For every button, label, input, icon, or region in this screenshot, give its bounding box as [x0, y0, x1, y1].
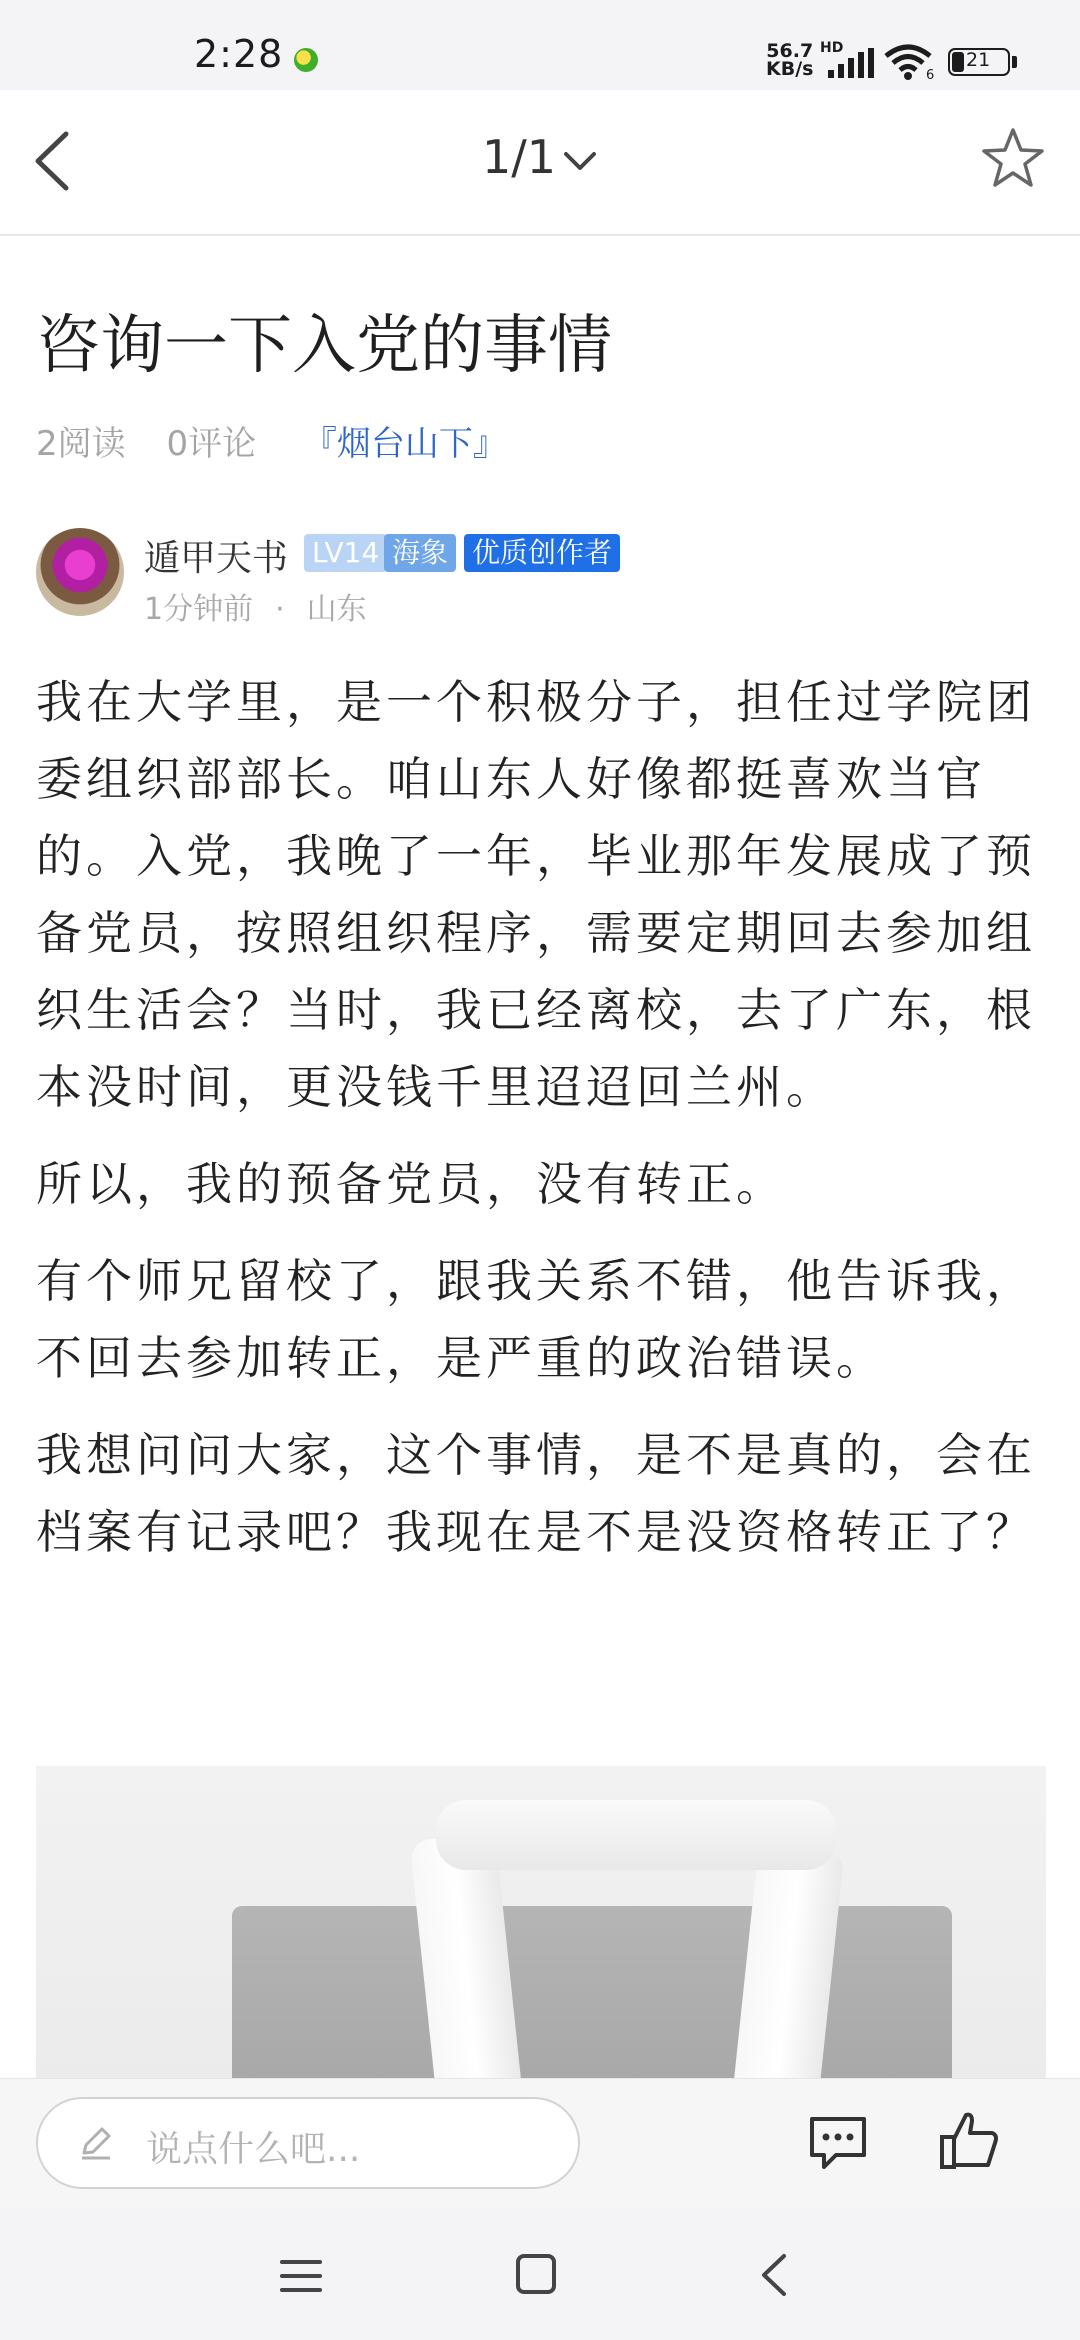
paragraph: 有个师兄留校了，跟我关系不错，他告诉我，不回去参加转正，是严重的政治错误。 — [36, 1254, 1036, 1385]
comment-count: 0评论 — [166, 424, 257, 464]
author-name[interactable]: 遁甲天书 — [144, 538, 289, 579]
home-icon[interactable] — [514, 2252, 558, 2296]
rank-badge: 海象 — [384, 534, 456, 572]
battery-icon — [948, 48, 1010, 76]
comment-placeholder: 说点什么吧... — [146, 2129, 361, 2170]
network-type: HD — [820, 40, 844, 56]
network-speed-value: 56.7 — [766, 40, 814, 62]
thumbs-up-icon[interactable] — [938, 2109, 1000, 2173]
page-indicator[interactable]: 1/1 — [482, 130, 557, 184]
post-time: 1分钟前 — [144, 592, 254, 627]
level-badge: LV14 — [304, 534, 387, 572]
paragraph: 我在大学里，是一个积极分子，担任过学院团委组织部部长。咱山东人好像都挺喜欢当官的。入党，我晚了一年，毕业那年发展成了预备党员，按照组织程序，需要定期回去参加组织生活会？当时，我已经离校，去了广东，根本没时间，更没钱千里迢迢回兰州。 — [36, 675, 1036, 1114]
chevron-down-icon[interactable] — [560, 146, 600, 176]
status-time: 2:28 — [194, 32, 284, 76]
author-subline: 1分钟前 · 山东 — [144, 592, 367, 627]
battery-level: 21 — [966, 49, 991, 71]
wifi-icon — [884, 44, 936, 80]
battery-nub — [1012, 56, 1017, 68]
article-meta — [36, 416, 537, 465]
star-favorite-icon[interactable] — [978, 124, 1048, 194]
back-icon[interactable] — [756, 2252, 792, 2298]
paragraph: 我想问问大家，这个事情，是不是真的，会在档案有记录吧？我现在是不是没资格转正了？ — [36, 1428, 1036, 1559]
paragraph: 所以，我的预备党员，没有转正。 — [36, 1157, 786, 1211]
photo-handle — [436, 1800, 836, 1870]
comment-input[interactable] — [36, 2097, 580, 2189]
top-nav-bar — [0, 90, 1080, 236]
back-arrow-icon[interactable] — [26, 126, 82, 196]
read-count: 2阅读 — [36, 424, 126, 464]
network-speed — [766, 42, 813, 78]
comment-bar — [0, 2078, 1080, 2209]
avatar[interactable] — [36, 528, 124, 616]
article-photo[interactable] — [36, 1766, 1046, 2078]
system-nav-bar — [0, 2208, 1080, 2340]
signal-icon — [826, 48, 876, 78]
post-location: 山东 — [306, 592, 367, 627]
status-bar — [0, 0, 1080, 90]
circle-link[interactable]: 『烟台山下』 — [302, 424, 507, 464]
creator-badge: 优质创作者 — [464, 534, 620, 572]
comment-icon[interactable] — [806, 2113, 870, 2173]
article-title: 咨询一下入党的事情 — [36, 309, 612, 383]
photo-gray-box — [232, 1906, 952, 2078]
article-body — [36, 664, 1046, 1591]
author-info[interactable] — [36, 528, 1036, 627]
app-notification-icon — [294, 48, 318, 72]
pencil-icon — [76, 2123, 116, 2163]
network-speed-unit: KB/s — [766, 58, 814, 80]
wifi-label: 6 — [926, 68, 935, 80]
menu-icon[interactable] — [280, 2256, 322, 2296]
